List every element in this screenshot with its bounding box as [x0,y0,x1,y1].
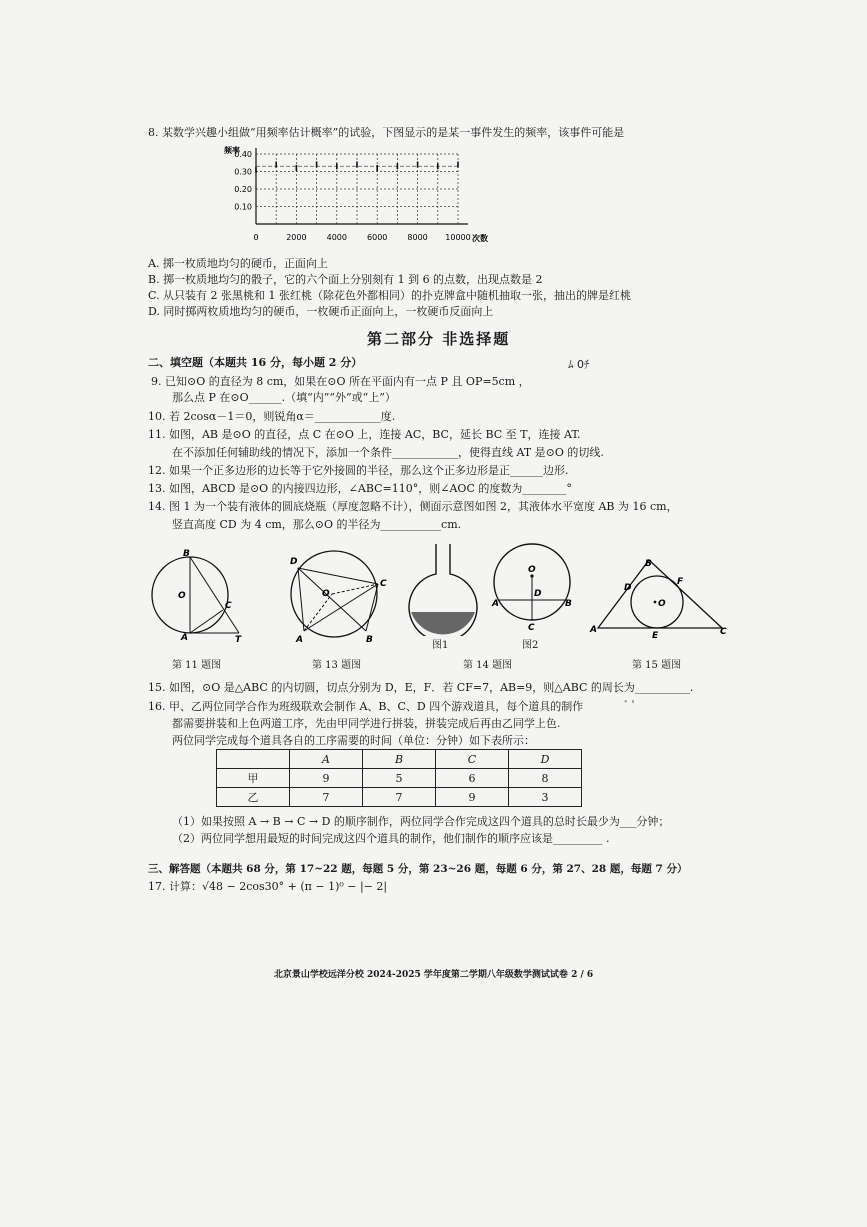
figure-q13 [282,546,394,646]
svg-text:A: A [296,635,303,645]
fig15-caption: 第 15 题图 [632,660,682,671]
svg-text:C: C [225,601,232,611]
fig14-caption: 第 14 题图 [463,660,513,671]
table-row [217,788,582,807]
svg-text:F: F [677,577,684,587]
table-cell: 乙 [217,788,290,807]
q11-line-1: 11. 如图，AB 是⊙O 的直径，点 C 在⊙O 上，连接 AC，BC，延长 BC 至 T，连接 AT. [148,428,581,441]
x-tick-label: 4000 [326,233,347,242]
handwritten-mark: ﾑ 0ﾁ [568,358,590,371]
fig2-label: 图2 [522,640,539,651]
table-cell [217,750,290,769]
figure-q11 [145,548,250,644]
q14-line-1: 14. 图 1 为一个装有液体的圆底烧瓶（厚度忽略不计），侧面示意图如图 2，其液体水平宽度 AB 为 16 cm， [148,500,678,513]
svg-text:O: O [658,599,666,609]
x-tick-label: 10000 [445,233,471,242]
q8-option-a: A. 掷一枚质地均匀的硬币，正面向上 [148,257,328,270]
svg-text:A: A [492,599,499,609]
y-tick-label: 0.30 [234,167,252,177]
svg-text:O: O [178,591,186,601]
table-cell: 3 [509,788,582,807]
svg-text:D: D [290,557,298,567]
figure-q14-flask [403,540,483,636]
fig13-caption: 第 13 题图 [312,660,362,671]
table-header-b: B [363,750,436,769]
fig11-caption: 第 11 题图 [172,660,222,671]
table-cell: 8 [509,769,582,788]
figure-q15 [588,552,732,640]
q14-line-2: 竖直高度 CD 为 4 cm，那么⊙O 的半径为___________cm. [172,518,462,531]
table-cell: 6 [436,769,509,788]
svg-text:B: B [565,599,572,609]
q16-sub-1: （1）如果按照 A → B → C → D 的顺序制作，两位同学合作完成这四个道具的总时长最少为___分钟； [172,815,670,828]
q17: 17. 计算：√48 − 2cos30° + (π − 1)⁰ − |− 2| [148,880,388,893]
table-row [217,769,582,788]
svg-text:O: O [322,589,330,599]
q9-line-1: 9. 已知⊙O 的直径为 8 cm，如果在⊙O 所在平面内有一点 P 且 OP=5cm ， [151,375,530,388]
q10: 10. 若 2cosα－1＝0，则锐角α＝____________度. [148,410,396,423]
y-axis-label: 频率 [224,146,240,155]
fig1-label: 图1 [432,640,449,651]
q16-line-3: 两位同学完成每个道具各自的工序需要的时间（单位：分钟）如下表所示： [172,734,535,747]
q16-sub-2: （2）两位同学想用最短的时间完成这四个道具的制作，他们制作的顺序应该是_________ . [172,832,610,845]
q16-line-1: 16. 甲、乙两位同学合作为班级联欢会制作 A、B、C、D 四个游戏道具，每个道具的制作 [148,700,584,713]
table-header-d: D [509,750,582,769]
svg-text:C: C [720,627,727,637]
svg-text:C: C [528,623,535,632]
fill-blank-heading: 二、填空题（本题共 16 分，每小题 2 分） [148,356,363,369]
q8-option-d: D. 同时掷两枚质地均匀的硬币，一枚硬币正面向上，一枚硬币反面向上 [148,305,494,318]
table-cell: 5 [363,769,436,788]
q11-line-2: 在不添加任何辅助线的情况下，添加一个条件____________，使得直线 AT 是⊙O 的切线. [172,446,604,459]
q15: 15. 如图，⊙O 是△ABC 的内切圆，切点分别为 D，E，F．若 CF=7，AB=9，则△ABC 的周长为__________. [148,681,694,694]
x-tick-label: 2000 [286,233,307,242]
q9-line-2: 那么点 P 在⊙O______.（填“内”“外”或“上”） [172,391,396,404]
svg-text:T: T [235,635,242,644]
work-time-table [216,749,582,807]
table-cell: 9 [436,788,509,807]
y-tick-label: 0.10 [234,202,252,212]
svg-text:B: B [183,549,190,559]
page-footer: 北京景山学校远洋分校 2024-2025 学年度第二学期八年级数学测试试卷 2 / 6 [273,970,594,980]
svg-text:B: B [366,635,373,645]
q8-option-c: C. 从只装有 2 张黑桃和 1 张红桃（除花色外都相同）的扑克牌盒中随机抽取一张，抽出的牌是红桃 [148,289,631,302]
handwritten-mark-2: ﾞ ﾟ [624,701,637,712]
svg-text:E: E [652,631,659,640]
table-header-row [217,750,582,769]
x-tick-label: 6000 [367,233,388,242]
x-axis-label: 次数 [472,234,488,243]
table-cell: 甲 [217,769,290,788]
q12: 12. 如果一个正多边形的边长等于它外接圆的半径，那么这个正多边形是正______边形. [148,464,569,477]
y-tick-label: 0.20 [234,185,252,194]
x-tick-label: 0 [253,233,259,242]
table-header-a: A [290,750,363,769]
q8-stem: 8. 某数学兴趣小组做“用频率估计概率”的试验，下图显示的是某一事件发生的频率，该事件可能是 [148,126,625,139]
frequency-chart [222,144,512,248]
table-header-c: C [436,750,509,769]
table-cell: 7 [290,788,363,807]
x-tick-label: 8000 [407,233,428,242]
q13: 13. 如图，ABCD 是⊙O 的内接四边形，∠ABC=110°，则∠AOC 的度数为________° [148,482,572,495]
svg-text:B: B [645,559,652,569]
y-tick-label: 0.40 [234,150,252,159]
svg-text:A: A [590,625,597,635]
svg-text:C: C [380,579,387,589]
svg-text:A: A [181,633,188,643]
q16-line-2: 都需要拼装和上色两道工序，先由甲同学进行拼装，拼装完成后再由乙同学上色. [172,717,561,730]
figure-q14-circle [490,540,576,632]
table-cell: 9 [290,769,363,788]
svg-text:D: D [534,589,542,599]
svg-text:D: D [624,583,632,593]
table-cell: 7 [363,788,436,807]
q8-option-b: B. 掷一枚质地均匀的骰子，它的六个面上分别刻有 1 到 6 的点数，出现点数是 2 [148,273,543,286]
svg-text:O: O [528,565,536,575]
answer-section-heading: 三、解答题（本题共 68 分，第 17~22 题，每题 5 分，第 23~26 题，每题 6 分，第 27、28 题，每题 7 分） [148,863,688,875]
section-2-title: 第二部分 非选择题 [367,330,511,348]
